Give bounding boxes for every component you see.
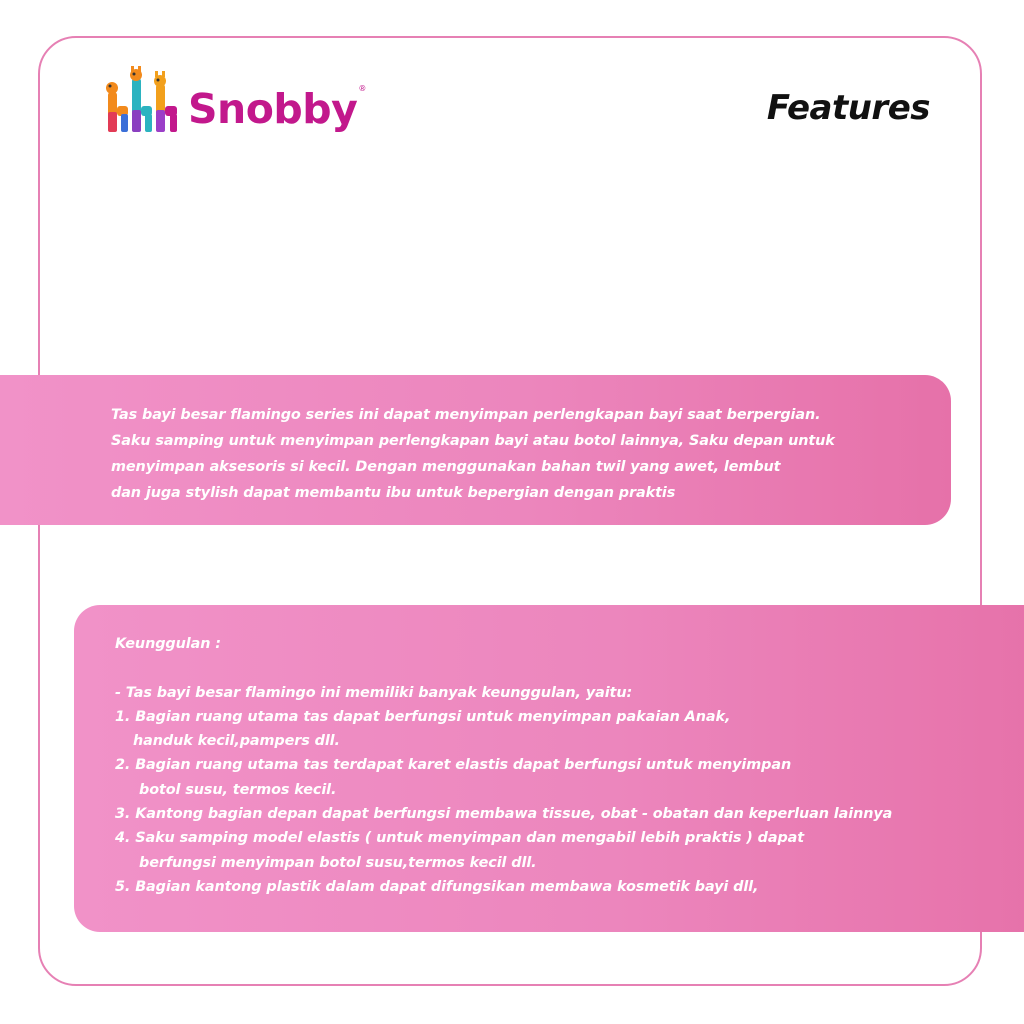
advantages-band xyxy=(74,605,1024,932)
description-line: Tas bayi besar flamingo series ini dapat menyimpan perlengkapan bayi saat berpergian. xyxy=(111,407,821,423)
advantage-item: 1. Bagian ruang utama tas dapat berfungsi untuk menyimpan pakaian Anak, xyxy=(115,708,731,725)
description-line: dan juga stylish dapat membantu ibu untuk bepergian dengan praktis xyxy=(111,485,676,501)
advantage-item: 3. Kantong bagian depan dapat berfungsi membawa tissue, obat - obatan dan keperluan lainnya xyxy=(115,806,893,823)
description-band xyxy=(0,375,951,525)
description-line: menyimpan aksesoris si kecil. Dengan menggunakan bahan twil yang awet, lembut xyxy=(111,459,781,475)
giraffe-logo-icon xyxy=(104,66,186,136)
brand-logo xyxy=(104,62,366,136)
page-title: Features xyxy=(766,88,930,128)
advantage-item: 2. Bagian ruang utama tas terdapat karet elastis dapat berfungsi untuk menyimpan xyxy=(115,757,792,774)
brand-name: Snobby xyxy=(188,85,358,133)
registered-mark: ® xyxy=(358,84,367,93)
advantage-item-continuation: handuk kecil,pampers dll. xyxy=(133,733,340,750)
spacer-line xyxy=(115,656,1024,680)
advantage-item-continuation: botol susu, termos kecil. xyxy=(139,781,337,798)
advantage-item-continuation: berfungsi menyimpan botol susu,termos kecil dll. xyxy=(139,854,537,871)
advantages-intro: - Tas bayi besar flamingo ini memiliki banyak keunggulan, yaitu: xyxy=(115,684,633,701)
description-line: Saku samping untuk menyimpan perlengkapan bayi atau botol lainnya, Saku depan untuk xyxy=(111,433,835,449)
advantages-heading: Keunggulan : xyxy=(115,636,221,652)
advantage-item: 5. Bagian kantong plastik dalam dapat difungsikan membawa kosmetik bayi dll, xyxy=(115,878,759,895)
advantage-item: 4. Saku samping model elastis ( untuk menyimpan dan mengabil lebih praktis ) dapat xyxy=(115,830,805,847)
